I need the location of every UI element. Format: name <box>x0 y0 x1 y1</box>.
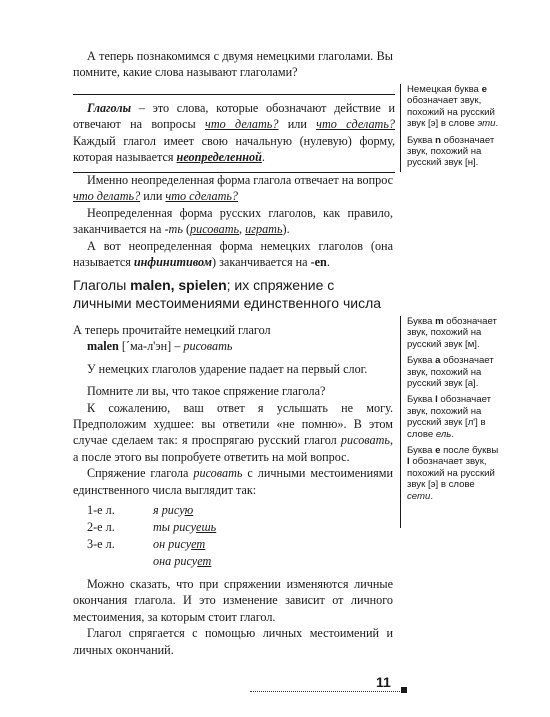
verb-malen-line: malen [ˊма-л'эн] – рисовать <box>87 339 233 354</box>
intro-section <box>73 48 393 81</box>
side-divider <box>400 84 401 172</box>
conjugation-row: она рисует <box>153 554 212 569</box>
endings-paragraph: Можно сказать, что при спряжении изменяются личные окончания глагола. И это изменение зависит от личного местоимения, за которым стоит глагол. <box>73 577 393 624</box>
side-notes-top <box>407 84 503 174</box>
conjugation-row: 2-е л. ты рисуешь <box>87 520 217 535</box>
definition-text: Глаголы – это слова, которые обозначают действие и отвечают на вопросы что делать? или что сделать? Каждый глагол имеет свою начальную (нулевую) форму, которая называется неопределенной. <box>73 101 395 165</box>
side-notes-bottom <box>407 316 503 507</box>
side-note: Немецкая буква e обозначает звук, похожий на русский звук [э] в слове эти. <box>407 84 499 130</box>
conjugation-section <box>73 322 393 658</box>
paragraph-german-infinitive: А вот неопределенная форма немецких глаголов (она называется инфинитивом) заканчивается на -en. <box>73 238 393 270</box>
conjugation-intro: Спряжение глагола рисовать с личными местоимениями единственного числа выглядит так: <box>73 466 393 497</box>
conjugation-table <box>73 502 393 570</box>
side-note: Буква l обозначает звук, похожий на русский звук [л'] в слове ель. <box>407 394 492 440</box>
stress-rule: У немецких глаголов ударение падает на первый слог. <box>87 361 368 376</box>
side-note: Буква e после буквы l обозначает звук, похожий на русский звук [э] в слове сети. <box>407 445 499 502</box>
page-footer <box>250 674 410 696</box>
dotted-rule <box>250 691 400 692</box>
conjugation-question: Помните ли вы, что такое спряжение глагола? <box>87 384 326 399</box>
side-note: Буква m обозначает звук, похожий на русский звук [м]. <box>407 316 497 350</box>
infinitive-section <box>73 172 393 270</box>
side-note: Буква n обозначает звук, похожий на русский звук [н]. <box>407 134 495 169</box>
side-note: Буква a обозначает звук, похожий на русский звук [а]. <box>407 355 494 390</box>
paragraph-russian-infinitive: Неопределенная форма русских глаголов, как правило, заканчивается на -ть (рисовать, играть). <box>73 205 393 237</box>
conjugation-row: 1-е л. я рисую <box>87 503 194 518</box>
answer-paragraph: К сожалению, ваш ответ я услышать не могу. Предположим худшее: вы ответили «не помню». В этом случае сделаем так: я проспрягаю русский глагол рисовать, а после этого вы попробуете ответить на мой вопрос. <box>73 400 393 464</box>
section-heading: Глаголы malen, spielen; их спряжение с личными местоимениями единственного числа <box>73 277 382 311</box>
square-marker <box>401 687 407 693</box>
paragraph-question: Именно неопределенная форма глагола отвечает на вопрос что делать? или что сделать? <box>73 173 393 204</box>
page-number: 11 <box>376 674 391 690</box>
definition-term-infinitive: неопределенной <box>176 150 262 165</box>
conjugation-row: 3-е л. он рисует <box>87 537 206 552</box>
side-divider <box>400 316 401 528</box>
definition-box <box>73 94 395 173</box>
intro-paragraph: А теперь познакомимся с двумя немецкими глаголами. Вы помните, какие слова называют глаголами? <box>73 49 393 80</box>
conjugation-summary: Глагол спрягается с помощью личных местоимений и личных окончаний. <box>73 626 393 657</box>
definition-term: Глаголы <box>87 101 132 115</box>
read-verb-prompt: А теперь прочитайте немецкий глагол <box>73 323 271 337</box>
